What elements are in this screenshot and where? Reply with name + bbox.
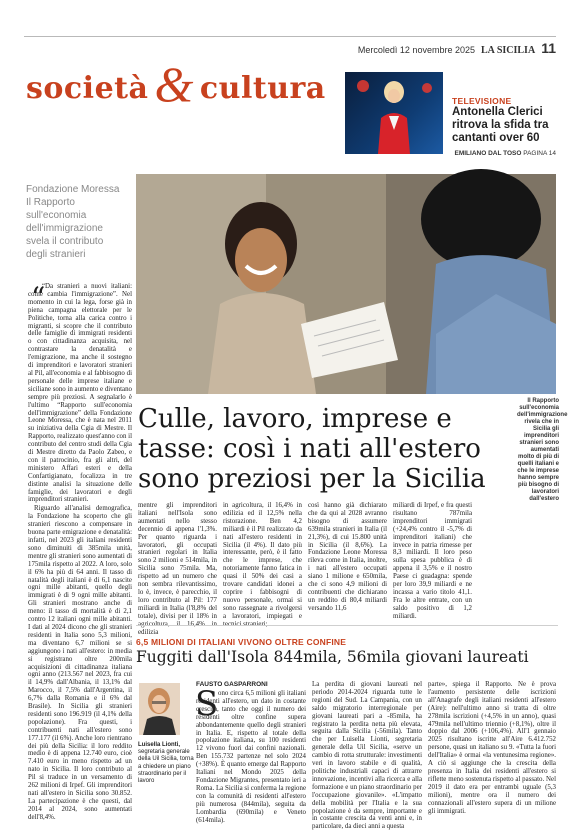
section-left: società <box>26 70 149 106</box>
teaser-photo[interactable] <box>345 72 443 154</box>
section-title <box>26 56 326 113</box>
section-right: cultura <box>199 70 326 106</box>
newspaper-name: LA SICILIA <box>480 45 536 56</box>
article1-column-2: mentre gli imprenditori italiani nell'Isola sono aumentati nello stesso decennio di appena l'1,3%. Per quanto riguarda i lavoratori, gli occupati stranieri regolari in Italia sono 2 milioni e 514mila, in Sicilia sono 75mila. Ma, rispetto ad un numero che non sembra rilevantissimo, lo è, invece, è parecchio, il loro contributo al Pil: 177 miliardi in Italia (l'8,8% del totale), divisi per il 18% in edilizia <box>138 502 217 636</box>
article2-kicker: 6,5 MILIONI DI ITALIANI VIVONO OLTRE CONFINE <box>136 637 347 647</box>
photo-illustration <box>136 174 556 394</box>
teaser-author-name: EMILIANO DAL TOSO <box>454 150 522 157</box>
teaser-headline[interactable]: Antonella Clerici ritrova la sfida tra cantanti over 60 <box>452 106 549 144</box>
dropcap-quote: “ <box>31 281 46 314</box>
article2-column-1: ono circa 6,5 milioni gli italiani residenti all'estero, un dato in costante crescita, tanto che oggi il numero dei residenti oltre confine supera abbondantemente quello degli stranieri in Italia. E, rispetto al totale della popolazione italiana, su 100 residenti 12 vivono fuori dai confini nazionali. Ben 155.732 partenze nel solo 2024 (+38%). È quanto emerge dal Rapporto Italiani nel Mondo 2025 della Fondazione Migrantes, presentato ieri a Roma. La Sicilia si conferma la regione con la comunità di residenti all'estero più numerosa (844mila), seguita da Lombardia (690mila) e Veneto (614mila). <box>196 690 306 824</box>
portrait-illustration <box>139 683 180 735</box>
article1-col1-bottom: Riguardo all'analisi demografica, la Fondazione ha scoperto che gli stranieri riescono a compensare in buona parte emigrazione e denatalità: infatti, nel 2023 gli italiani residenti sono diminuiti di 385mila unità, mentre gli stranieri sono aumentati di 175mila rispetto al 2022. A loro, solo il 6% ha più di 64 anni. Il tasso di natalità degli italiani è di 6,1 nascite ogni mille abitanti, quello degli immigrati è di 9 ogni mille abitanti. Gli stranieri mostrano anche di meno: il tasso di mortalità è di 2,1 contro 12 italiani ogni mille abitanti. I dati al 2024 dicono che gli stranieri residenti in Italia sono 5,3 milioni, ma diventano 6,7 milioni se si aggiungono i nati all'estero: in media si registrano oltre 200mila acquisizioni di cittadinanza italiana ogni anno (213.567 nel 2023, fra cui il 14,9% dall'Albania, il 13,1% dal Marocco, il 7,5% dall'Argentina, il 6,7% dalla Romania e il 6% dal Brasile). In Sicilia gli stranieri residenti sono 196.919 (il 4,1% della popolazione). Fra questi, i contribuenti nati all'estero sono 177.177 (il 6%). Anche loro rientrano dei più della Sicilia: il loro reddito medio è di appena 12.740 euro, cioè 7.410 euro in meno rispetto ad un nato in Sicilia. Il loro contributo al Pil si traduce in un versamento di 262 milioni di Irpef. Gli imprenditori nati all'estero in Sicilia sono 30.852. La partecipazione è che questi, dal 2014 al 2024, sono aumentati dell'8,4%. <box>28 505 132 821</box>
portrait-caption <box>138 742 194 785</box>
article2-byline: FAUSTO GASPARRONI <box>196 681 268 688</box>
portrait-caption-text: segretaria generale della Uil Sicilia, torna a chiedere un piano straordinario per il lavoro <box>138 749 194 785</box>
article1-column-1 <box>28 283 132 823</box>
article-separator <box>136 625 558 626</box>
portrait-photo <box>139 683 180 735</box>
article2-dropcap: S <box>195 684 219 724</box>
portrait-name: Luisella Lionti, <box>138 742 181 748</box>
article2-column-2: La perdita di giovani laureati nel periodo 2014-2024 riguarda tutte le regioni del Sud. La Campania, con un saldo migratorio interregionale per giovani laureati pari a -85mila, ha registrato la perdita netta più elevata, seguita dalla Sicilia (-56mila). Tanto che per Luisella Lionti, segretaria generale della Uil Sicilia, «serve un cambio di rotta strutturale: investimenti veri in lavoro stabile e di qualità, politiche industriali capaci di attrarre innovazione, incentivi alla ricerca e alla formazione e un piano straordinario per l'occupazione giovanile». «L'impatto della mobilità per l'Italia e la sua popolazione è da sempre, importante e in costante crescita da venti anni e, in particolare, da dieci anni a questa <box>312 681 422 831</box>
article2-column-3: parte», spiega il Rapporto. Ne è prova l'aumento persistente delle iscrizioni all'Anagrafe degli italiani residenti all'estero (Aire): nell'ultimo anno si tratta di oltre 278mila iscrizioni (+4,5% in un anno), quasi 479mila nell'ultimo triennio (+8,1%), oltre il doppio dal 2006 (+106,4%). All'1 gennaio 2025 risultano iscritte all'Aire 6.412.752 persone, quasi un italiano su 9. «Tutta la fuori dell'Italia» è ormai «la ventunesima regione». A ciò si aggiunge che la crescita della presenza in Italia dei residenti all'estero si riflette meno sostenuta rispetto al passato. Nel 2019 il dato era per entrambi uguale (5,3 milioni), mentre ora il numero dei connazionali all'estero supera di un milione gli immigrati. <box>428 681 556 815</box>
article1-column-5: miliardi di Irpef, e fra questi risultano 787mila imprenditori immigrati (+24,4% contro il -5,7% di imprenditori italiani) che invece in patria rimesse per 8,3 miliardi. Il loro peso sulla spesa pubblica è di appena il 3,5% e il nostro Paese ci guadagna: spende per loro 39,9 miliardi e ne incassa a vario titolo 41,1. Fra le altre entrate, con un saldo positivo di 1,2 miliardi. <box>393 502 472 620</box>
article2-headline[interactable]: Fuggiti dall'Isola 844mila, 56mila giovani laureati <box>136 648 529 666</box>
page-number: 11 <box>541 40 556 56</box>
header-date: Mercoledì 12 novembre 2025 <box>357 45 475 55</box>
article1-col1-top: “Da stranieri a nuovi italiani: come cambia l'immigrazione”. Nel momento in cui la lega, forse già in piena campagna elettorale per le Politiche, torna alla carica contro i migranti, si scopre che il contributo delle famiglie di immigrati residenti o con cittadinanza acquisita, nel contrastare la denatalità e l'emigrazione, ma anche il sostegno di imprenditori e lavoratori stranieri al Pil, all'economia e al fabbisogno di personale delle imprese italiane e siciliane sono in aumento e diventano sempre più preziosi. A segnalarlo è l'ultimo “Rapporto sull'economia dell'immigrazione” della Fondazione Leone Moressa, che è nata nel 2011 su iniziativa della Cgia di Mestre. Il Rapporto, realizzato quest'anno con il contributo del centro studi della Cgia di Mestre diretto da Paolo Zabeo, e con il patrocinio, fra gli altri, del ministero Affari esteri e della Confartigianato, focalizza in tre distinte analisi la situazione delle famiglie, dei lavoratori e degli imprenditori stranieri. <box>28 283 132 504</box>
teaser-page-ref: PAGINA 14 <box>523 150 556 157</box>
photo-caption: Il Rapporto sull'economia dell'immigrazione rivela che in Sicilia gli imprenditori stranieri sono aumentati molto di più di quelli italiani e che le imprese hanno sempre più bisogno di lavoratori dall'estero <box>517 398 568 502</box>
header-rule <box>24 36 556 37</box>
page-header <box>358 40 556 56</box>
teaser-author <box>454 150 556 157</box>
teaser-kicker: TELEVISIONE <box>452 96 512 106</box>
section-ampersand: & <box>154 56 194 112</box>
teaser-figure-illustration <box>345 72 443 154</box>
article-subhead: Fondazione Moressa Il Rapporto sull'economia dell'immigrazione svela il contributo degli stranieri <box>26 184 120 260</box>
main-photo <box>136 174 556 394</box>
main-headline: Culle, lavoro, imprese e tasse: così i nati all'estero sono preziosi per la Sicilia <box>138 404 486 494</box>
article1-column-4: così hanno già dichiarato che da qui al 2028 avranno bisogno di assumere 639mila stranieri in Italia (il 21,3%), di cui 15.800 unità in Sicilia (il 8,6%). La Fondazione Leone Moressa rileva come in Italia, inoltre, i nati all'estero occupati siano 1 milione e 650mila, che ci sono 4,9 milioni di contribuenti che dichiarano un reddito di 80,4 miliardi versando 11,6 <box>308 502 387 612</box>
article1-column-3: in agricoltura, il 16,4% in edilizia ed il 12,5% nella ristorazione. Ben 4,2 miliardi è il Pil realizzato da nati all'estero residenti in Sicilia (il 4%). Il dato più interessante, però, è il fatto che le imprese, che notoriamente fanno fatica in quasi il 50% dei casi a trovare candidati idonei a coprire i fabbisogni di nuovo personale, ormai si sono rassegnate a rivolgersi a lavoratori, impiegati e <box>223 502 302 620</box>
